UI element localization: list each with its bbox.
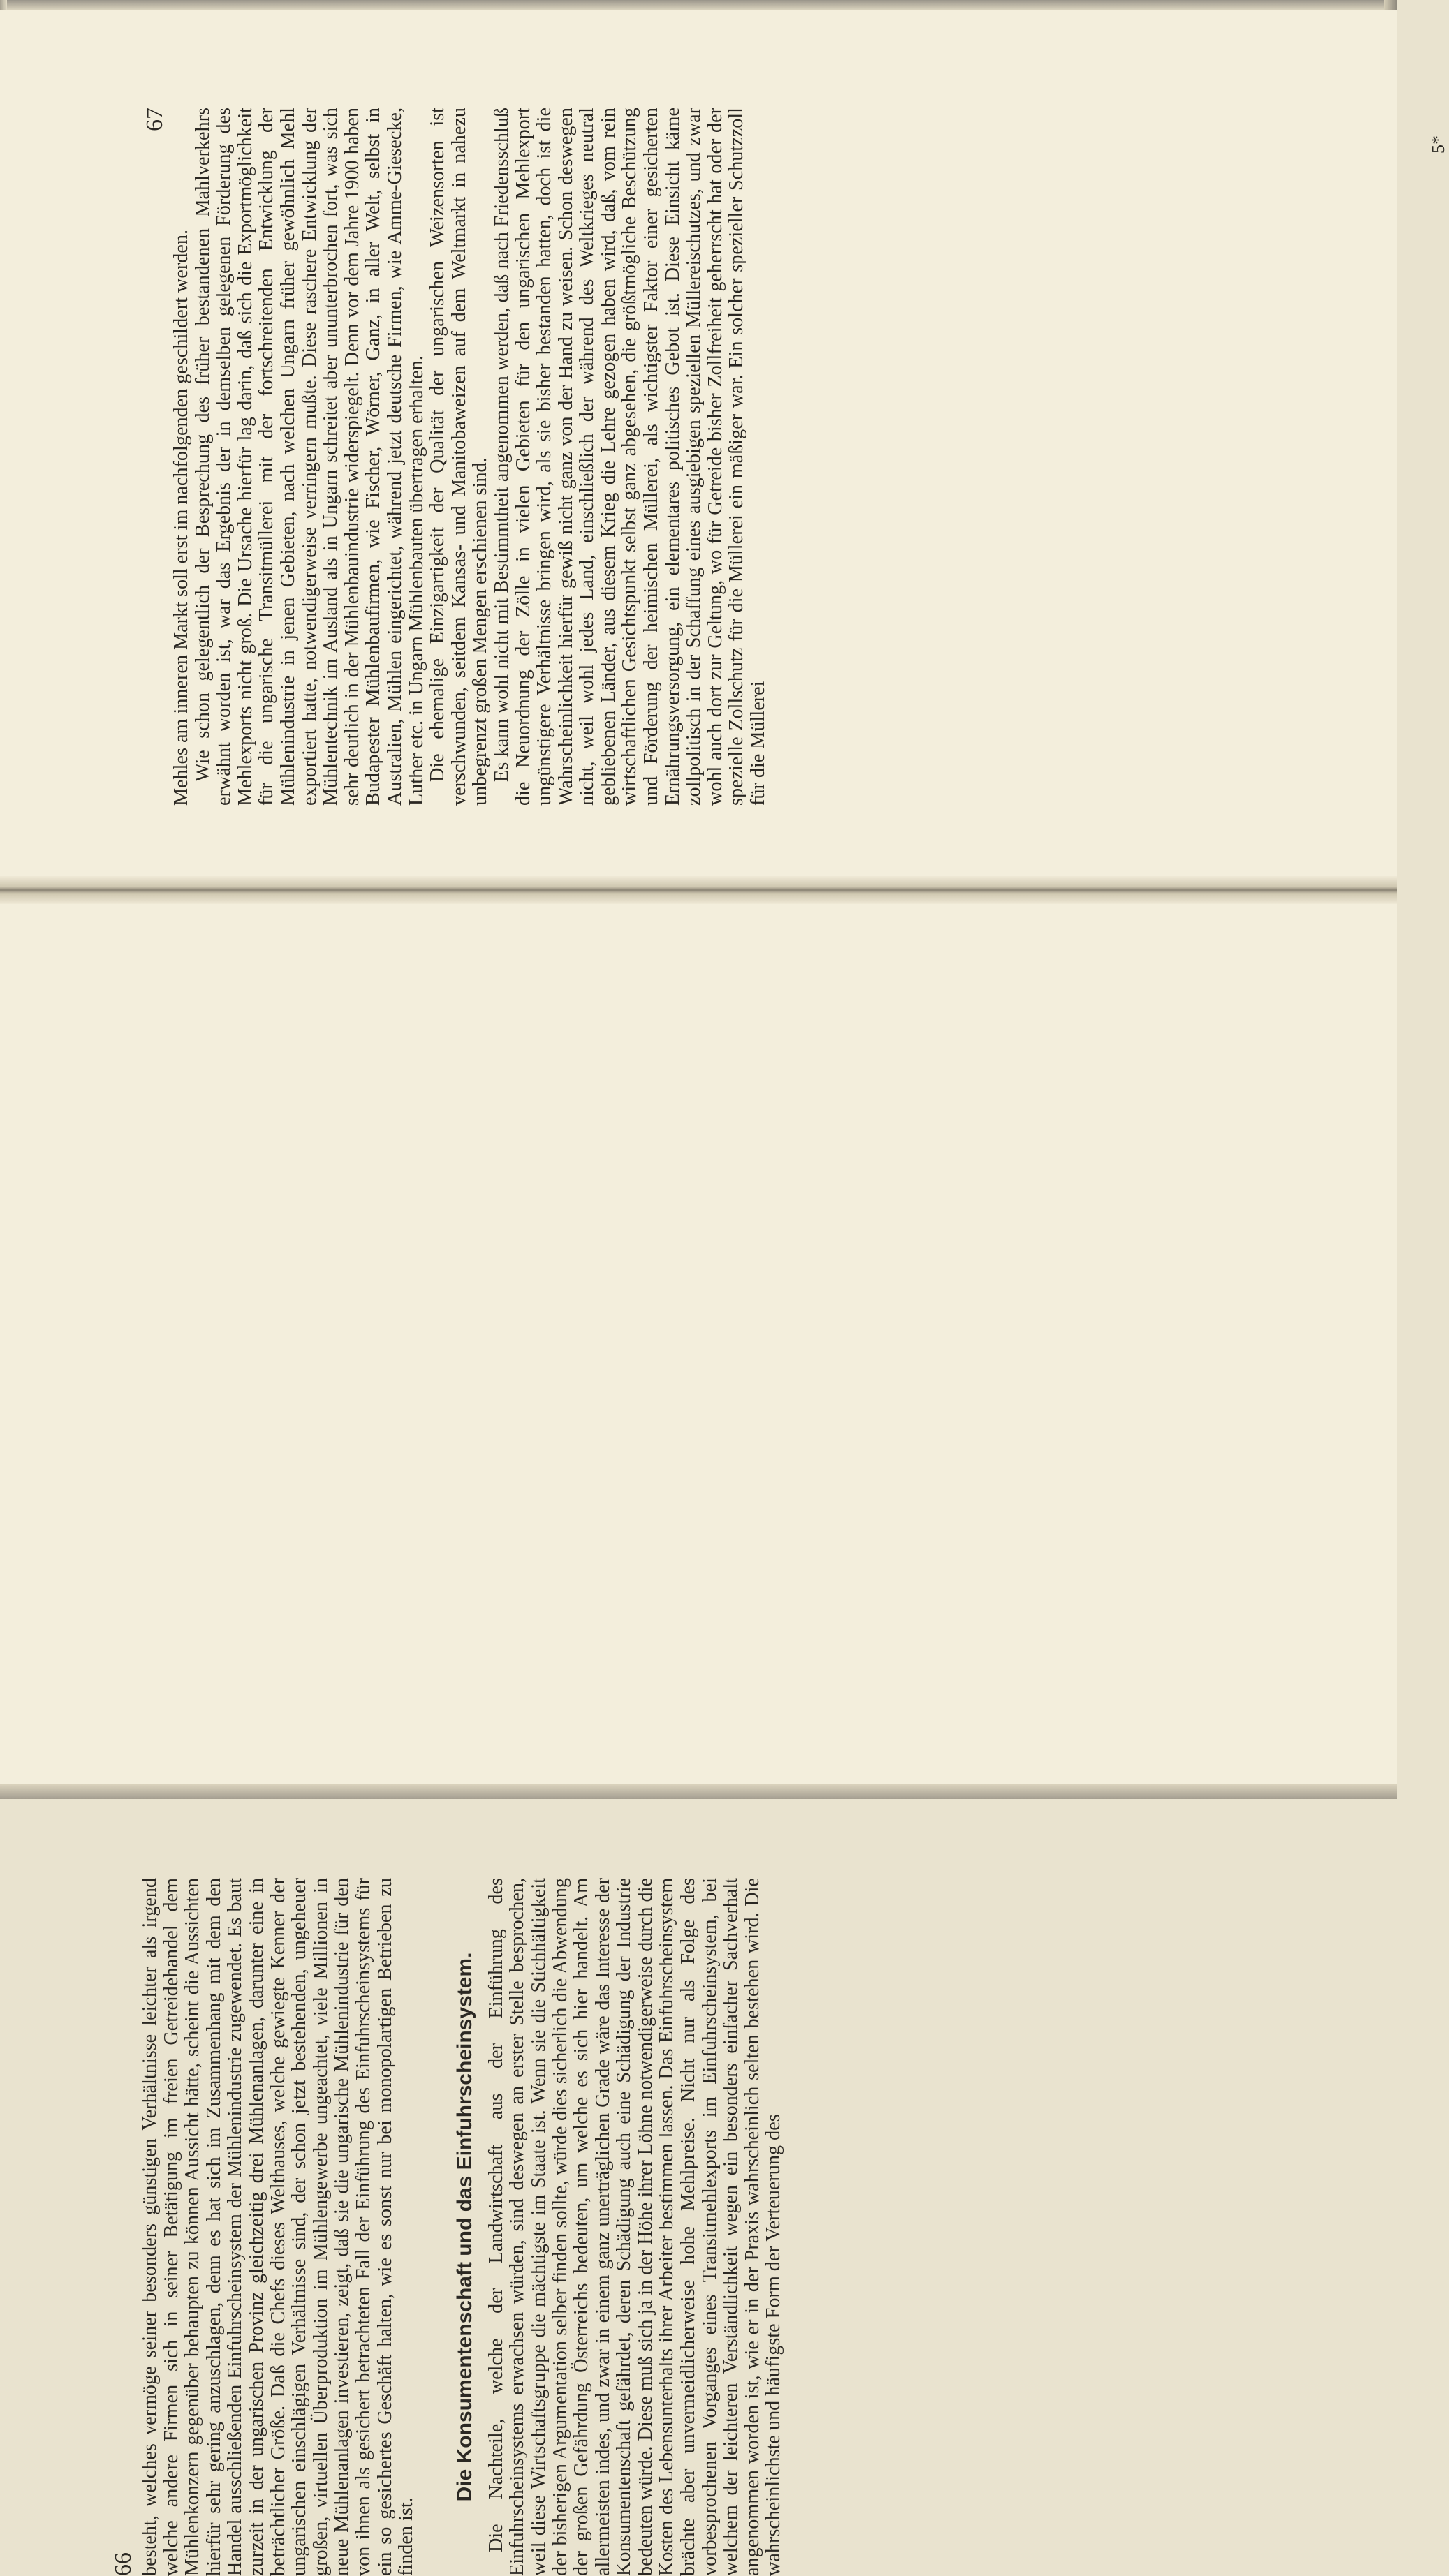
page-66-header [105,1878,135,2576]
page-66 [0,904,1397,2576]
page-66-text-block [105,1878,1362,2576]
section-heading: Die Konsumentenschaft und das Einfuhrscheinsystem. [453,1952,476,2502]
page-67-text-block [136,108,1448,806]
page-66-paragraph-2: Die Nachteile, welche der Landwirtschaft aus der Einführung des Einfuhrscheinsystems erwachsen würden, sind deswegen an erster Stelle besprochen, weil diese Wirtschaftsgruppe die mächtigste im Staate ist. Wenn sie die Stichhältigkeit der bisherigen Argumentation selber finden sollte, würde dies sicherlich die Abwendung der großen Gefährdung Österreichs bedeuten, um welche es sich hier handelt. Am allermeisten indes, und zwar in einem ganz unerträglichen Grade wäre das Interesse der Konsumentenschaft gefährdet, deren Schädigung auch eine Schädigung der Industrie bedeuten würde. Diese muß sich ja in der Höhe ihrer Löhne notwendigerweise durch die Kosten des Lebensunterhalts ihrer Arbeiter bestimmen lassen. Das Einfuhrscheinsystem brächte aber unvermeidlicherweise hohe Mehlpreise. Nicht nur als Folge des vorbesprochenen Vorganges eines Transitmehlexports im Einfuhrscheinsystem, bei welchem der leichteren Verständlichkeit wegen ein besonders einfacher Sachverhalt angenommen worden ist, wie er in der Praxis wahrscheinlich selten bestehen wird. Die wahrscheinlichste und häufigste Form der Verteuerung des [485,1878,785,2576]
page-67 [0,10,1448,876]
page-67-paragraph-2: Wie schon gelegentlich der Besprechung des früher bestandenen Mahlverkehrs erwähnt worden ist, war das Ergebnis der in demselben gelegenen Förderung des Mehlexports nicht groß. Die Ursache hierfür lag darin, daß sich die Exportmöglichkeit für die ungarische Transitmüllerei mit der fortschreitenden Entwicklung der Mühlenindustrie in jenen Gebieten, nach welchen Ungarn früher gewöhnlich Mehl exportiert hatte, notwendigerweise verringern mußte. Diese raschere Entwicklung der Mühlentechnik im Ausland als in Ungarn schreitet aber ununterbrochen fort, was sich sehr deutlich in der Mühlenbauindustrie widerspiegelt. Denn vor dem Jahre 1900 haben Budapester Mühlenbaufirmen, wie Fischer, Wörner, Ganz, in aller Welt, selbst in Australien, Mühlen eingerichtet, während jetzt deutsche Firmen, wie Amme-Giesecke, Luther etc. in Ungarn Mühlenbauten übertragen erhalten. [191,108,427,806]
page-67-paragraph-1: Mehles am inneren Markt soll erst im nachfolgenden geschildert werden. [170,229,192,806]
page-67-paragraph-4: Es kann wohl nicht mit Bestimmtheit angenommen werden, daß nach Friedensschluß die Neuordnung der Zölle in vielen Gebieten für den ungarischen Mehlexport ungünstigere Verhältnisse bringen wird, als sie bisher bestanden hatten, doch ist die Wahrscheinlichkeit hierfür gewiß nicht ganz von der Hand zu weisen. Schon deswegen nicht, weil wohl jedes Land, einschließlich der während des Weltkrieges neutral gebliebenen Länder, aus diesem Krieg die Lehre gezogen haben wird, daß, vom rein wirtschaftlichen Gesichtspunkt selbst ganz abgesehen, die größtmögliche Beschützung und Förderung der heimischen Müllerei, als wichtigster Faktor einer gesicherten Ernährungsversorgung, ein elementares politisches Gebot ist. Diese Einsicht käme zollpolitisch in der Schaffung eines ausgiebigen speziellen Müllereischutzes, und zwar wohl auch dort zur Geltung, wo für Getreide bisher Zollfreiheit geherrscht hat oder der spezielle Zollschutz für die Müllerei ein mäßiger war. Ein solcher spezieller Schutzzoll für die Müllerei [490,108,770,806]
page-67-paragraph-3: Die ehemalige Einzigartigkeit der Qualität der ungarischen Weizensorten ist verschwunden, seitdem Kansas- und Manitobaweizen auf dem Weltmarkt in nahezu unbegrenzt großen Mengen erschienen sind. [427,108,492,806]
book-gutter [0,876,1397,904]
page-number-66: 66 [110,2552,136,2576]
page-number-67: 67 [142,108,168,131]
book-edge-bottom [0,1784,1397,1799]
signature-mark: 5* [1428,135,1448,154]
page-66-paragraph-1: besteht, welches vermöge seiner besonders günstigen Verhältnisse leichter als irgend welche andere Firmen sich in seiner Betätigung im freien Getreidehandel dem Mühlenkonzern gegenüber behaupten zu können Aussicht hätte, scheint die Aussichten hierfür sehr gering anzuschlagen, denn es hat sich im Zusammenhang mit dem den Handel ausschließenden Einfuhrscheinsystem der Mühlenindustrie zugewendet. Es baut zurzeit in der ungarischen Provinz gleichzeitig drei Mühlenanlagen, darunter eine in beträchtlicher Größe. Daß die Chefs dieses Welthauses, welche gewiegte Kenner der ungarischen einschlägigen Verhältnisse sind, der schon jetzt bestehenden, ungeheuer großen, virtuellen Überproduktion im Mühlengewerbe ungeachtet, viele Millionen in neue Mühlenanlagen investieren, zeigt, daß sie die ungarische Mühlenindustrie für den von ihnen als gesichert betrachteten Fall der Einführung des Einfuhrscheinsystems für ein so gesichertes Geschäft halten, wie es sonst nur bei monopolartigen Betrieben zu finden ist. [139,1878,418,2576]
book-edge-top [0,0,1397,10]
page-67-header [136,108,167,806]
